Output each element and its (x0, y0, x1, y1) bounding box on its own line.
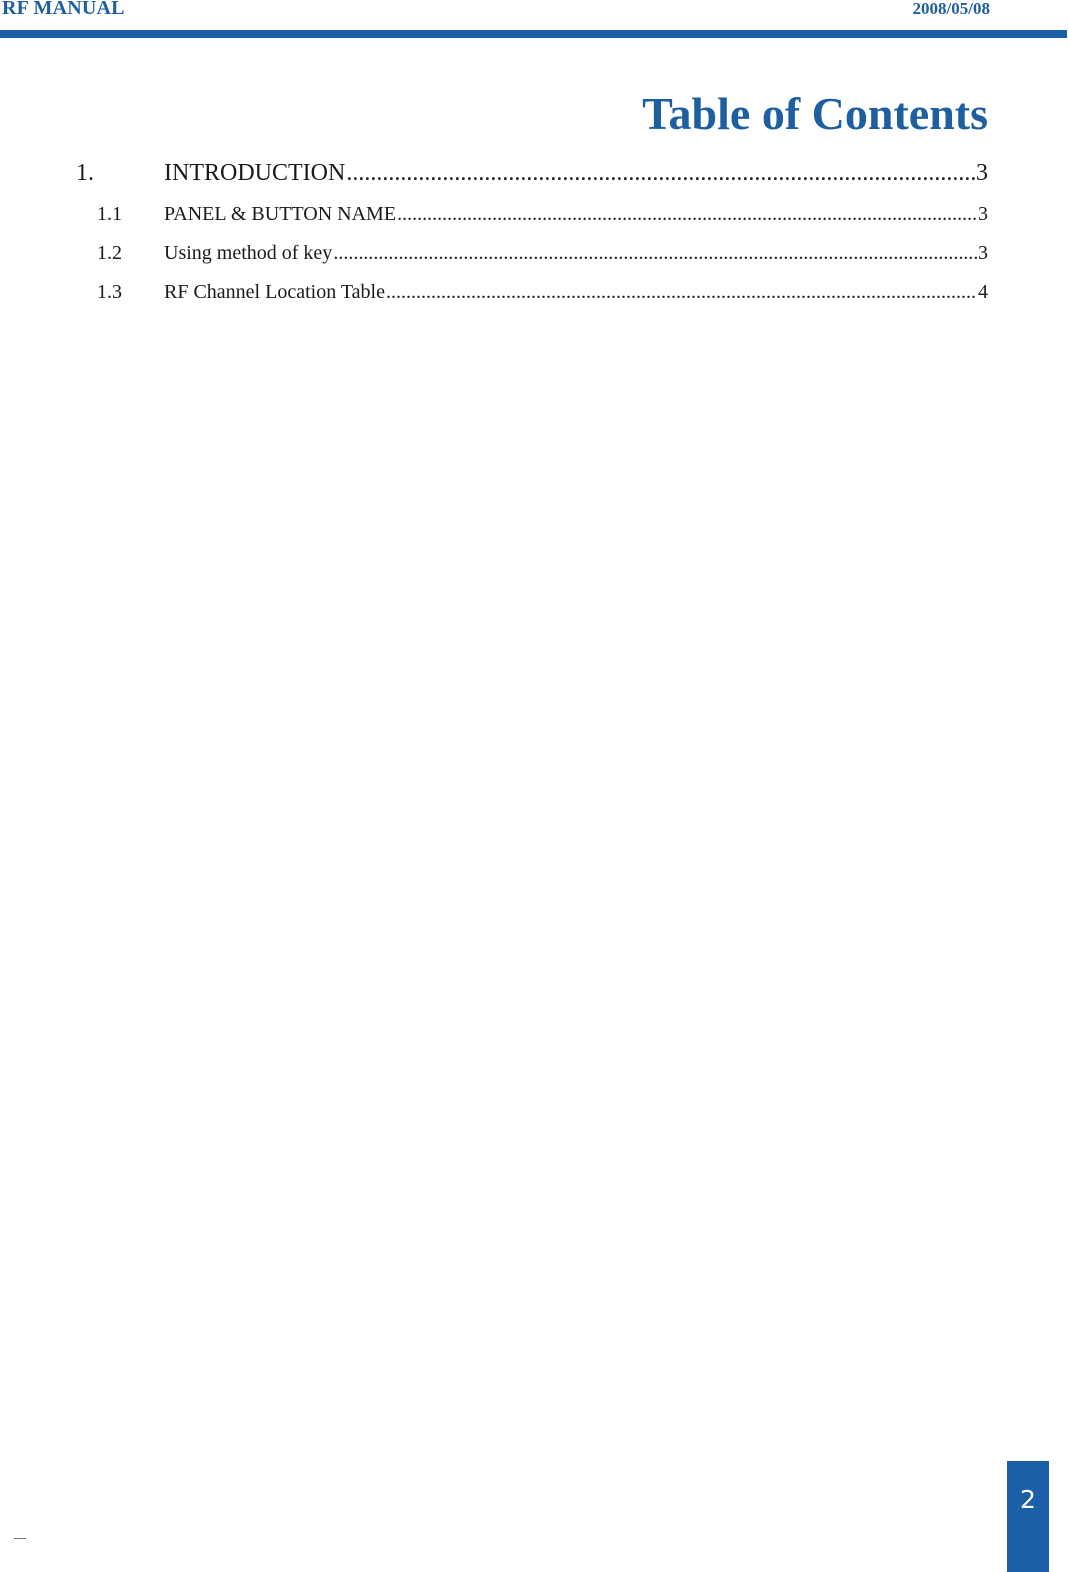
toc-entry-introduction[interactable] (0, 160, 1069, 190)
toc-entry-rf-channel-location-table[interactable] (0, 281, 1069, 311)
header-date: 2008/05/08 (912, 0, 990, 18)
toc-entry-page[interactable]: 3 (976, 160, 988, 186)
toc-entry-number: 1.2 (97, 242, 122, 264)
toc-entry-title[interactable]: RF Channel Location Table (164, 281, 385, 303)
toc-heading: Table of Contents (642, 88, 988, 139)
footer-dash (14, 1538, 26, 1539)
toc-dot-leader (346, 160, 975, 187)
toc-entry-page[interactable]: 4 (978, 281, 988, 303)
toc-entry-title[interactable]: INTRODUCTION (164, 160, 346, 186)
toc-entry-title[interactable]: PANEL & BUTTON NAME (164, 203, 397, 225)
toc-entry-page[interactable]: 3 (978, 242, 988, 264)
toc-dot-leader (386, 281, 977, 304)
toc-entry-panel-button-name[interactable] (0, 203, 1069, 233)
page-number: 2 (1020, 1485, 1036, 1514)
toc-dot-leader (397, 203, 977, 226)
header-title: RF MANUAL (2, 0, 125, 19)
toc-entry-using-method-of-key[interactable] (0, 242, 1069, 272)
page-number-tab (1007, 1461, 1049, 1572)
toc-entry-title[interactable]: Using method of key (164, 242, 333, 264)
toc-entry-number: 1. (76, 160, 94, 186)
header-rule (0, 30, 1067, 38)
toc-entry-page[interactable]: 3 (978, 203, 988, 225)
toc-entry-number: 1.3 (97, 281, 122, 303)
toc-entry-number: 1.1 (97, 203, 122, 225)
toc-dot-leader (333, 242, 977, 265)
